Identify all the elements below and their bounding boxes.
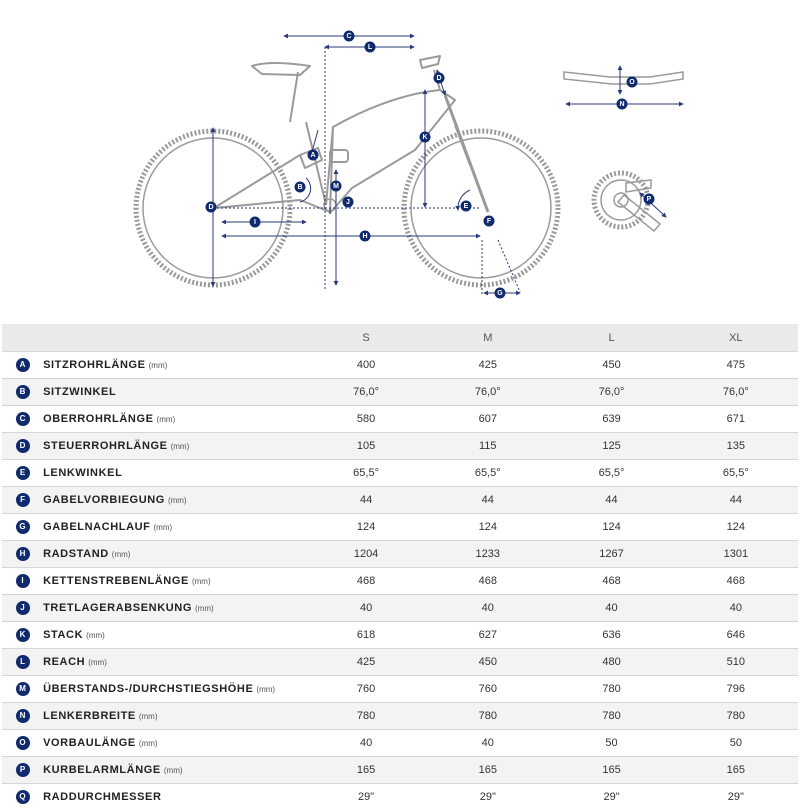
- svg-text:D: D: [436, 75, 441, 82]
- value-s: 468: [306, 568, 426, 595]
- header-size-l: L: [549, 324, 673, 352]
- value-m: 40: [426, 730, 549, 757]
- dimension-label-l: [365, 42, 376, 53]
- svg-text:F: F: [487, 218, 492, 225]
- table-row: [2, 730, 798, 757]
- row-badge-cell: [2, 730, 43, 757]
- letter-badge: D: [16, 439, 30, 453]
- letter-badge: G: [16, 520, 30, 534]
- value-l: 480: [549, 649, 673, 676]
- row-label: GABELNACHLAUF: [43, 521, 150, 533]
- value-s: 44: [306, 487, 426, 514]
- row-badge-cell: [2, 568, 43, 595]
- frame: [214, 56, 488, 213]
- row-badge-cell: [2, 622, 43, 649]
- table-row: [2, 622, 798, 649]
- value-m: 65,5°: [426, 460, 549, 487]
- value-s: 40: [306, 730, 426, 757]
- table-row: [2, 541, 798, 568]
- row-unit: (mm): [168, 496, 187, 505]
- value-m: 450: [426, 649, 549, 676]
- letter-badge: Q: [16, 790, 30, 804]
- dimension-label-i: [250, 217, 261, 228]
- svg-text:I: I: [254, 219, 256, 226]
- svg-text:A: A: [310, 152, 315, 159]
- svg-text:O: O: [629, 79, 635, 86]
- value-xl: 76,0°: [674, 379, 798, 406]
- svg-text:H: H: [362, 233, 367, 240]
- table-row: [2, 649, 798, 676]
- letter-badge: F: [16, 493, 30, 507]
- value-m: 468: [426, 568, 549, 595]
- dimension-label-g: [495, 288, 506, 299]
- value-l: 636: [549, 622, 673, 649]
- row-badge-cell: [2, 379, 43, 406]
- dimension-label-a: [308, 150, 319, 161]
- value-l: 40: [549, 595, 673, 622]
- value-xl: 40: [674, 595, 798, 622]
- row-badge-cell: [2, 703, 43, 730]
- letter-badge: H: [16, 547, 30, 561]
- letter-badge: N: [16, 709, 30, 723]
- svg-text:D: D: [208, 204, 213, 211]
- value-l: 65,5°: [549, 460, 673, 487]
- row-label-cell: [43, 622, 306, 649]
- row-unit: (mm): [149, 361, 168, 370]
- row-label-cell: [43, 487, 306, 514]
- value-m: 29": [426, 784, 549, 810]
- measurement-lines: [213, 36, 520, 295]
- table-row: [2, 460, 798, 487]
- value-l: 44: [549, 487, 673, 514]
- row-unit: (mm): [171, 442, 190, 451]
- value-xl: 468: [674, 568, 798, 595]
- row-label: SITZROHRLÄNGE: [43, 359, 146, 371]
- row-badge-cell: [2, 784, 43, 810]
- row-label-cell: [43, 541, 306, 568]
- dimension-label-e: [461, 201, 472, 212]
- row-badge-cell: [2, 757, 43, 784]
- svg-text:N: N: [619, 101, 624, 108]
- dimension-label-h: [360, 231, 371, 242]
- svg-text:K: K: [422, 134, 427, 141]
- letter-badge: I: [16, 574, 30, 588]
- table-row: [2, 676, 798, 703]
- value-l: 780: [549, 703, 673, 730]
- row-label-cell: [43, 730, 306, 757]
- svg-text:B: B: [297, 184, 302, 191]
- value-m: 115: [426, 433, 549, 460]
- row-label-cell: [43, 703, 306, 730]
- row-unit: (mm): [157, 415, 176, 424]
- value-xl: 29": [674, 784, 798, 810]
- letter-badge: C: [16, 412, 30, 426]
- table-row: [2, 703, 798, 730]
- svg-text:P: P: [647, 196, 652, 203]
- value-m: 165: [426, 757, 549, 784]
- value-xl: 135: [674, 433, 798, 460]
- row-badge-cell: [2, 676, 43, 703]
- value-m: 124: [426, 514, 549, 541]
- row-label: STACK: [43, 629, 83, 641]
- row-badge-cell: [2, 649, 43, 676]
- row-badge-cell: [2, 433, 43, 460]
- header-empty: [2, 324, 43, 352]
- row-label: ÜBERSTANDS-/DURCHSTIEGSHÖHE: [43, 683, 253, 695]
- letter-badge: E: [16, 466, 30, 480]
- row-badge-cell: [2, 595, 43, 622]
- table-header-row: [2, 324, 798, 352]
- value-xl: 1301: [674, 541, 798, 568]
- header-size-s: S: [306, 324, 426, 352]
- value-xl: 50: [674, 730, 798, 757]
- bike-geometry-icon: [136, 56, 558, 285]
- value-xl: 65,5°: [674, 460, 798, 487]
- row-label: GABELVORBIEGUNG: [43, 494, 165, 506]
- row-label: RADSTAND: [43, 548, 109, 560]
- value-s: 105: [306, 433, 426, 460]
- value-xl: 124: [674, 514, 798, 541]
- value-s: 425: [306, 649, 426, 676]
- value-xl: 646: [674, 622, 798, 649]
- letter-badge: J: [16, 601, 30, 615]
- table-row: [2, 379, 798, 406]
- row-label-cell: [43, 595, 306, 622]
- value-l: 125: [549, 433, 673, 460]
- letter-badge: L: [16, 655, 30, 669]
- table-row: [2, 568, 798, 595]
- value-s: 124: [306, 514, 426, 541]
- row-label: OBERROHRLÄNGE: [43, 413, 153, 425]
- row-unit: (mm): [195, 604, 214, 613]
- row-badge-cell: [2, 406, 43, 433]
- dimension-label-j: [343, 197, 354, 208]
- table-row: [2, 487, 798, 514]
- value-s: 580: [306, 406, 426, 433]
- row-unit: (mm): [164, 766, 183, 775]
- value-s: 165: [306, 757, 426, 784]
- row-label: SITZWINKEL: [43, 386, 116, 398]
- row-unit: (mm): [139, 739, 158, 748]
- value-m: 760: [426, 676, 549, 703]
- bike-geometry-diagram: [0, 0, 800, 318]
- letter-badge: O: [16, 736, 30, 750]
- value-s: 1204: [306, 541, 426, 568]
- row-unit: (mm): [192, 577, 211, 586]
- value-m: 1233: [426, 541, 549, 568]
- svg-text:E: E: [464, 203, 469, 210]
- svg-text:C: C: [346, 33, 351, 40]
- value-m: 627: [426, 622, 549, 649]
- value-m: 76,0°: [426, 379, 549, 406]
- value-xl: 510: [674, 649, 798, 676]
- value-m: 425: [426, 352, 549, 379]
- dimension-label-n: [617, 99, 628, 110]
- row-unit: (mm): [88, 658, 107, 667]
- row-label: KETTENSTREBENLÄNGE: [43, 575, 189, 587]
- table-row: [2, 433, 798, 460]
- value-xl: 671: [674, 406, 798, 433]
- value-l: 1267: [549, 541, 673, 568]
- row-label: REACH: [43, 656, 85, 668]
- svg-text:M: M: [333, 183, 339, 190]
- row-unit: (mm): [139, 712, 158, 721]
- row-label-cell: [43, 514, 306, 541]
- row-label-cell: [43, 406, 306, 433]
- letter-badge: B: [16, 385, 30, 399]
- table-row: [2, 784, 798, 810]
- value-l: 780: [549, 676, 673, 703]
- value-l: 639: [549, 406, 673, 433]
- value-m: 780: [426, 703, 549, 730]
- row-label: LENKWINKEL: [43, 467, 122, 479]
- table-row: [2, 406, 798, 433]
- value-s: 29": [306, 784, 426, 810]
- row-badge-cell: [2, 541, 43, 568]
- value-xl: 796: [674, 676, 798, 703]
- front-wheel: [404, 131, 558, 285]
- value-xl: 780: [674, 703, 798, 730]
- row-unit: (mm): [112, 550, 131, 559]
- row-unit: (mm): [256, 685, 275, 694]
- row-label-cell: [43, 460, 306, 487]
- dimension-label-k: [420, 132, 431, 143]
- row-label-cell: [43, 433, 306, 460]
- geometry-table: [2, 324, 798, 810]
- letter-badge: A: [16, 358, 30, 372]
- row-badge-cell: [2, 487, 43, 514]
- value-s: 400: [306, 352, 426, 379]
- row-badge-cell: [2, 514, 43, 541]
- row-label-cell: [43, 784, 306, 810]
- row-unit: (mm): [153, 523, 172, 532]
- row-label-cell: [43, 352, 306, 379]
- table-row: [2, 595, 798, 622]
- dimension-label-p: [644, 194, 655, 205]
- row-label-cell: [43, 757, 306, 784]
- row-label-cell: [43, 568, 306, 595]
- row-label: LENKERBREITE: [43, 710, 136, 722]
- value-xl: 165: [674, 757, 798, 784]
- value-l: 29": [549, 784, 673, 810]
- dimension-label-d: [434, 73, 445, 84]
- header-size-m: M: [426, 324, 549, 352]
- dimension-label-q: [206, 202, 217, 213]
- value-s: 65,5°: [306, 460, 426, 487]
- svg-text:J: J: [346, 199, 350, 206]
- letter-badge: P: [16, 763, 30, 777]
- row-unit: (mm): [86, 631, 105, 640]
- handlebar-icon: [564, 66, 683, 104]
- dimension-label-f: [484, 216, 495, 227]
- table-row: [2, 514, 798, 541]
- value-l: 76,0°: [549, 379, 673, 406]
- value-l: 468: [549, 568, 673, 595]
- value-s: 76,0°: [306, 379, 426, 406]
- crankset-icon: [594, 173, 666, 231]
- svg-text:L: L: [368, 44, 373, 51]
- value-l: 124: [549, 514, 673, 541]
- dimension-label-c: [344, 31, 355, 42]
- dimension-label-m: [331, 181, 342, 192]
- table-row: [2, 757, 798, 784]
- row-label: VORBAULÄNGE: [43, 737, 136, 749]
- row-label-cell: [43, 676, 306, 703]
- value-xl: 475: [674, 352, 798, 379]
- header-size-xl: XL: [674, 324, 798, 352]
- row-label: STEUERROHRLÄNGE: [43, 440, 168, 452]
- row-label: KURBELARMLÄNGE: [43, 764, 161, 776]
- table-row: [2, 352, 798, 379]
- value-s: 618: [306, 622, 426, 649]
- dimension-label-o: [627, 77, 638, 88]
- value-s: 760: [306, 676, 426, 703]
- value-l: 450: [549, 352, 673, 379]
- value-m: 44: [426, 487, 549, 514]
- svg-text:G: G: [497, 290, 503, 297]
- value-m: 40: [426, 595, 549, 622]
- letter-badge: M: [16, 682, 30, 696]
- value-s: 40: [306, 595, 426, 622]
- value-l: 50: [549, 730, 673, 757]
- letter-badge: K: [16, 628, 30, 642]
- value-s: 780: [306, 703, 426, 730]
- row-label-cell: [43, 379, 306, 406]
- row-badge-cell: [2, 352, 43, 379]
- header-label: [43, 324, 306, 352]
- row-label-cell: [43, 649, 306, 676]
- row-label: RADDURCHMESSER: [43, 791, 161, 803]
- dimension-label-b: [295, 182, 306, 193]
- value-l: 165: [549, 757, 673, 784]
- row-label: TRETLAGERABSENKUNG: [43, 602, 192, 614]
- value-xl: 44: [674, 487, 798, 514]
- row-badge-cell: [2, 460, 43, 487]
- value-m: 607: [426, 406, 549, 433]
